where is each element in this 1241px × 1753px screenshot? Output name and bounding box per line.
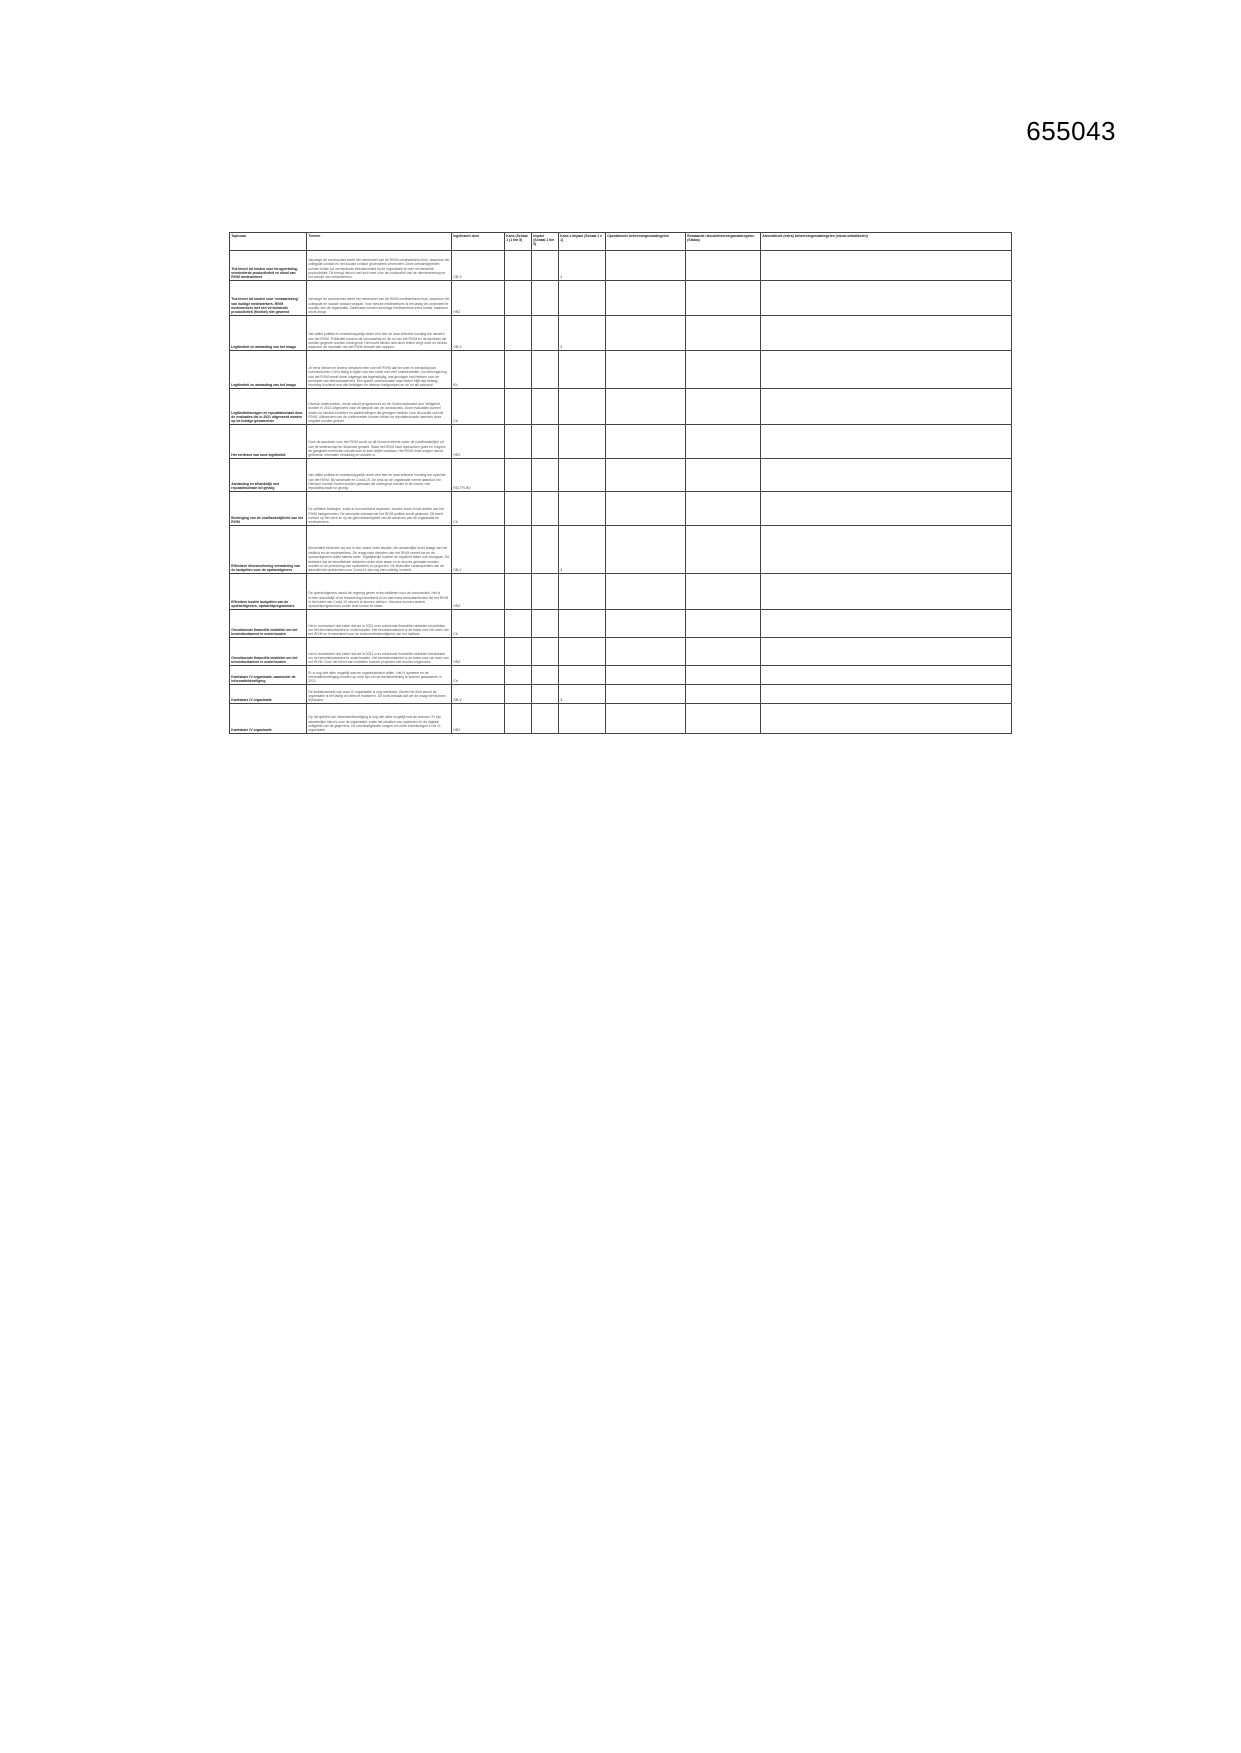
cell-kans-x-impact [559, 351, 606, 389]
cell-owner: HRZ [452, 638, 505, 666]
header-additional-measures: Aanvullende (extra) beheersingsmaatregelen (nieuw ontwikkelen) [761, 233, 1012, 251]
cell-kans-x-impact [559, 425, 606, 459]
cell-description: Momenteel bevinden wij ons in een zware crisis situatie, die aanzienlijke inzet vraagt van het instituut en de medewerkers. De vraag naar diensten van het RIVM neemt toe en de opdrachtgevers willen steeds meer. Tegelijkertijd moeten de reguliere taken ook doorgaan. Dit betekent dat de beschikbare middelen onder druk staan en er keuzes gemaakt moeten worden in de prioritering van opdrachten en projecten. De financiële consequenties van de aanvullende opdrachten voor Covid-19 zijn nog niet volledig in beeld. [307, 526, 452, 574]
table-row [230, 492, 1012, 526]
cell-impact [532, 425, 559, 459]
cell-description: Op het gebied van informatiebeveiliging is nog niet alles mogelijk wat we wensen. Er zijn aanzienlijke risico's voor de organisatie, zoals het uitvallen van systemen en de digitale veiligheid van de gegevens. De omstandigheden vragen om extra investeringen in de IV-organisatie. [307, 704, 452, 734]
header-kans: Kans (Schaal 1 (1 t/m 5) [505, 233, 532, 251]
cell-operational [606, 610, 686, 638]
cell-kans [505, 459, 532, 492]
header-description: Termen [307, 233, 452, 251]
cell-owner: BV [452, 351, 505, 389]
cell-impact [532, 610, 559, 638]
document-number: 655043 [1026, 116, 1116, 146]
cell-topic: Legitimiteit en aantasting van het imago [230, 351, 307, 389]
cell-description: De kwetsbaarheid van onze IV organisatie is nog merkbaar. Gezien de druk vanuit de organisatie is het lastig om alles te realiseren. De kans bestaat dat we de vraag niet kunnen bijhouden. [307, 685, 452, 704]
cell-kans-x-impact [559, 459, 606, 492]
cell-description: De opdrachtgevers vanuit de regering geven extra middelen voor de coronacrisis. Het is echter onduidelijk of de financiering toereikend is om alle extra werkzaamheden die het RIVM in het kader van Covid-19 uitvoert te kunnen dekken. Hierdoor kunnen andere opdrachtprogramma's onder druk komen te staan. [307, 574, 452, 610]
table-row [230, 610, 1012, 638]
cell-impact [532, 459, 559, 492]
cell-owner: GB-V [452, 251, 505, 281]
cell-operational [606, 638, 686, 666]
header-impact: Impact (Schaal 1 t/m 5) [532, 233, 559, 251]
cell-kans [505, 685, 532, 704]
cell-description: Het is momenteel niet zeker dat we in 2021 over voldoende financiële middelen beschikken om het kennisfundament te onderhouden. Het kennisfundament is de basis voor het werk van het RIVM en is essentieel voor de toekomstbestendigheid van het instituut. [307, 610, 452, 638]
cell-additional [761, 459, 1012, 492]
cell-kans-x-impact [559, 574, 606, 610]
cell-existing [686, 351, 761, 389]
cell-description: Vanwege de coronacrisis werkt het merendeel van de RIVM-medewerkers thuis, waardoor het collegiale contact en het sociale contact grotendeels vermindert. Deze omstandigheden kunnen leiden tot verminderde betrokkenheid bij de organisatie en een verminderde productiviteit. Dit brengt risico's met zich mee voor de continuïteit van de dienstverlening en het welzijn van medewerkers. [307, 251, 452, 281]
cell-additional [761, 526, 1012, 574]
cell-operational [606, 526, 686, 574]
cell-impact [532, 281, 559, 316]
cell-kans-x-impact [559, 610, 606, 638]
cell-additional [761, 492, 1012, 526]
cell-additional [761, 638, 1012, 666]
cell-impact [532, 316, 559, 351]
cell-kans-x-impact [559, 492, 606, 526]
cell-owner: RIZ-TFI-BV [452, 459, 505, 492]
cell-additional [761, 685, 1012, 704]
cell-kans [505, 251, 532, 281]
cell-operational [606, 389, 686, 425]
cell-owner: HRZ [452, 425, 505, 459]
cell-impact [532, 389, 559, 425]
cell-additional [761, 281, 1012, 316]
cell-topic: Legitimiteit en aantasting van het imago [230, 316, 307, 351]
cell-kans-x-impact: 3 [559, 685, 606, 704]
cell-topic: Tha teveel tot kosten voor terugvertaling, verminderde productiviteit en uitval van RIVM medewerkers [230, 251, 307, 281]
risk-table-container [229, 232, 1011, 734]
cell-kans [505, 351, 532, 389]
table-row [230, 425, 1012, 459]
cell-operational [606, 574, 686, 610]
cell-owner: Cb [452, 666, 505, 685]
table-row [230, 251, 1012, 281]
cell-operational [606, 685, 686, 704]
cell-operational [606, 316, 686, 351]
cell-kans-x-impact [559, 638, 606, 666]
cell-existing [686, 281, 761, 316]
cell-impact [532, 351, 559, 389]
cell-kans [505, 389, 532, 425]
cell-existing [686, 666, 761, 685]
cell-operational [606, 251, 686, 281]
table-row [230, 638, 1012, 666]
cell-existing [686, 425, 761, 459]
cell-kans-x-impact: 3 [559, 526, 606, 574]
cell-existing [686, 685, 761, 704]
cell-operational [606, 351, 686, 389]
cell-kans [505, 574, 532, 610]
cell-kans [505, 492, 532, 526]
table-row [230, 574, 1012, 610]
cell-additional [761, 351, 1012, 389]
cell-impact [532, 251, 559, 281]
cell-description: Door de aandacht voor het RIVM wordt op dit moment steeds vaker de (onafhankelijke) rol van de wetenschap ter discussie gesteld. Waar het RIVM haar opdrachten goed en volgens de gangbare methoden uitvoert kan er toch twijfel ontstaan. Het RIVM moet zorgen dat de geleverde informatie eenduidig en actueel is. [307, 425, 452, 459]
cell-kans [505, 425, 532, 459]
cell-kans [505, 316, 532, 351]
cell-operational [606, 281, 686, 316]
cell-topic: Kwetsbare IV organisatie [230, 704, 307, 734]
cell-topic: Kwetsbare IV organisatie, waaronder de informatiebeveiliging [230, 666, 307, 685]
cell-topic: Tha teveel tot kosten voor 'verwaarlozing' van huidige medewerkers, RIVM medewerkers met een verminderde productiviteit (flexibel) niet gewenst [230, 281, 307, 316]
table-row [230, 704, 1012, 734]
cell-operational [606, 666, 686, 685]
cell-existing [686, 316, 761, 351]
cell-operational [606, 704, 686, 734]
cell-description: Vanwege de coronacrisis werkt het merendeel van de RIVM-medewerkers thuis, waardoor het collegiale en sociale contact wegvalt. Voor nieuwe medewerkers is het lastig om onderdeel te worden van de organisatie. Daarnaast worden sommige medewerkers extra belast, waardoor uitval dreigt. [307, 281, 452, 316]
table-header-row [230, 233, 1012, 251]
cell-kans-x-impact [559, 281, 606, 316]
cell-existing [686, 526, 761, 574]
cell-impact [532, 666, 559, 685]
cell-impact [532, 685, 559, 704]
cell-description: De politieke belangen, zoals in economische aspecten, worden soms in het advies van het RIVM meegenomen. De perceptie ontstaat dat het RIVM politiek wordt gestuurd. Dit heeft invloed op het werk en op de geloofwaardigheid van de adviezen van de organisatie en medewerkers. [307, 492, 452, 526]
table-row [230, 389, 1012, 425]
cell-kans-x-impact [559, 666, 606, 685]
cell-kans-x-impact [559, 389, 606, 425]
cell-impact [532, 638, 559, 666]
cell-owner: Cb [452, 610, 505, 638]
cell-operational [606, 459, 686, 492]
cell-topic: Effectieve dienstverlening verwatering van de budgetten voor de opdrachtgevers [230, 526, 307, 574]
table-row [230, 685, 1012, 704]
cell-existing [686, 574, 761, 610]
cell-topic: Bedreiging van de onafhankelijkheid van het RIVM [230, 492, 307, 526]
cell-owner: GB-V [452, 316, 505, 351]
table-row [230, 316, 1012, 351]
cell-topic: Legitimiteitsvragen en reputatieschade door de evaluaties die in 2021 uitgevoerd worden op de huidige gevaarcrisis [230, 389, 307, 425]
cell-additional [761, 704, 1012, 734]
cell-owner: GB-V [452, 685, 505, 704]
cell-owner: GB-V [452, 526, 505, 574]
header-kans-x-impact: Kans x Impact (Schaal 1 x 1) [559, 233, 606, 251]
header-existing-measures: Bestaande risicobeheersingsmaatregelen (Status) [686, 233, 761, 251]
cell-additional [761, 425, 1012, 459]
header-operational-measures: Operationele beheersingsmaatregelen [606, 233, 686, 251]
cell-existing [686, 389, 761, 425]
cell-additional [761, 666, 1012, 685]
cell-additional [761, 251, 1012, 281]
cell-additional [761, 316, 1012, 351]
cell-kans-x-impact: 3 [559, 316, 606, 351]
cell-impact [532, 526, 559, 574]
table-row [230, 526, 1012, 574]
risk-table [229, 232, 1012, 734]
cell-owner: HRZ [452, 574, 505, 610]
cell-description: Het is momenteel niet zeker dat we in 2021 over voldoende financiële middelen beschikken om het kennisfundament te onderhouden. Het kennisfundament is de basis voor het werk van het RIVM. Door het tekort aan middelen kunnen projecten niet worden uitgevoerd. [307, 638, 452, 666]
cell-existing [686, 251, 761, 281]
cell-impact [532, 704, 559, 734]
cell-owner: Cb [452, 389, 505, 425]
cell-additional [761, 389, 1012, 425]
cell-impact [532, 492, 559, 526]
cell-kans [505, 281, 532, 316]
cell-topic: Effectieve kosten budgetten van de opdrachtgevers, opdrachtprogramma's [230, 574, 307, 610]
cell-topic: Het verliezen van onze legitimiteit [230, 425, 307, 459]
cell-topic: Kwetsbare IV organisatie [230, 685, 307, 704]
cell-kans [505, 526, 532, 574]
cell-additional [761, 610, 1012, 638]
cell-topic: Onvoldoende financiële middelen om het kennisfundament te onderhouden [230, 638, 307, 666]
header-owner: Ingebracht door [452, 233, 505, 251]
cell-operational [606, 425, 686, 459]
cell-topic: Onvoldoende financiële middelen om het kennisfundament te onderhouden [230, 610, 307, 638]
table-row [230, 351, 1012, 389]
cell-kans [505, 610, 532, 638]
cell-owner: HRZ [452, 281, 505, 316]
cell-existing [686, 610, 761, 638]
cell-description: Diverse onderzoeken, mede vanuit programma's en de Onderzoeksraad voor Veiligheid, worden in 2021 uitgevoerd naar de aanpak van de coronacrisis. Deze evaluaties kunnen leiden tot nieuwe inzichten en aanbevelingen die gevolgen hebben voor de positie van het RIVM. Uitkomsten van de onderzoeken kunnen leiden tot reputatieschade wanneer deze negatief worden geduid. [307, 389, 452, 425]
cell-impact [532, 574, 559, 610]
table-row [230, 459, 1012, 492]
cell-kans [505, 704, 532, 734]
cell-existing [686, 704, 761, 734]
cell-existing [686, 638, 761, 666]
cell-existing [686, 459, 761, 492]
cell-operational [606, 492, 686, 526]
cell-description: Er is nog niet alles mogelijk wat we organisatorisch willen. Het IV-systeem en de informatiebeveiliging moeten op orde zijn om de dienstverlening te kunnen garanderen in 2021. [307, 666, 452, 685]
table-row [230, 281, 1012, 316]
cell-kans [505, 666, 532, 685]
header-topic: Topicnaa [230, 233, 307, 251]
cell-additional [761, 574, 1012, 610]
cell-existing [686, 492, 761, 526]
cell-description: Van attiké politiek en maatschappelijk onder een hier en daar kritische houding ten opzichte van het RIVM. Bij vaccinatie en Covid-19. De druk op de organisatie neemt daardoor toe. Hierdoor kunnen fouten worden gemaakt die uitvergroot worden in de media, met reputatieschade tot gevolg. [307, 459, 452, 492]
cell-owner: HRZ [452, 704, 505, 734]
cell-topic: Aantasting en afhankelijk met reputatieschade tot gevolg [230, 459, 307, 492]
cell-description: Van attiké politiek en maatschappelijk onder een hier en daar kritische houding ten aanzien van het RIVM. Publiciteit rondom de coronacrisis en de rol van het RIVM en de adviezen die worden gegeven worden uitvergroot. Het hoofd bieden aan deze kritiek vergt inzet en kennis, waardoor de reputatie van het RIVM schade kan oplopen. [307, 316, 452, 351]
cell-owner: Cb [452, 492, 505, 526]
cell-description: Je eens hierom en tevens verwacht men van het RIVM dat het snel en eenduidig kan communiceren. Dit is lastig in tijden van een crisis met veel onzekerheden. De berichtgeving van het RIVM wordt soms uitgelegd als tegenstrijdig, wat gevolgen kan hebben voor de perceptie van betrouwbaarheid. Een goede communicatie naar buiten blijft van belang, rekening houdend met alle belangen en diverse doelgroepen en de rol als adviseur. [307, 351, 452, 389]
table-row [230, 666, 1012, 685]
cell-kans-x-impact: 4 [559, 251, 606, 281]
cell-kans-x-impact [559, 704, 606, 734]
cell-kans [505, 638, 532, 666]
